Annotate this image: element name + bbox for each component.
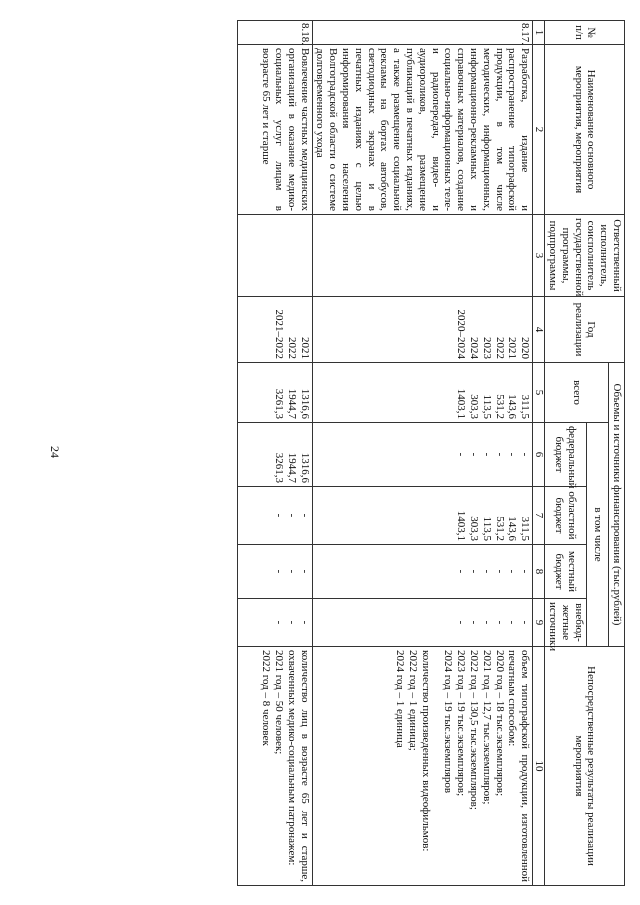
results-cell bbox=[312, 647, 533, 886]
header-number: № п/п bbox=[545, 21, 625, 45]
page-number: 24 bbox=[48, 446, 62, 458]
header-total: всего bbox=[545, 363, 609, 423]
column-index: 6 bbox=[533, 423, 545, 487]
federal-value: - bbox=[493, 452, 506, 457]
column-index: 5 bbox=[533, 363, 545, 423]
federal-value: - bbox=[455, 452, 468, 457]
local-value: - bbox=[273, 569, 286, 574]
extrabudgetary-value: - bbox=[455, 620, 468, 625]
header-regional-budget: областной бюджет bbox=[545, 487, 586, 545]
row-number: 8.17. bbox=[312, 21, 533, 45]
year-value: 2022 bbox=[493, 337, 506, 359]
year-value: 2023 bbox=[480, 337, 493, 359]
column-index: 4 bbox=[533, 297, 545, 363]
header-results: Непосредственные результаты реализации мероприятия bbox=[545, 647, 625, 886]
federal-value: - bbox=[519, 452, 532, 457]
total-value: 1403,1 bbox=[455, 388, 468, 419]
total-value: 303,3 bbox=[468, 394, 481, 419]
local-value: - bbox=[480, 569, 493, 574]
total-cell bbox=[312, 363, 533, 423]
result-line: 2020 год – 18 тыс.экземпляров; bbox=[493, 650, 506, 797]
total-value: 1316,6 bbox=[298, 388, 311, 419]
local-cell bbox=[238, 545, 312, 599]
responsible-executor bbox=[312, 215, 533, 297]
year-value: 2024 bbox=[468, 337, 481, 359]
column-index: 3 bbox=[533, 215, 545, 297]
federal-value: 1944,7 bbox=[285, 452, 298, 483]
result-line: 2021 год – 12,7 тыс.экземпляров; bbox=[480, 650, 493, 805]
extrabudgetary-cell bbox=[238, 599, 312, 647]
results-cell bbox=[238, 647, 312, 886]
year-value: 2020 bbox=[519, 337, 532, 359]
result-line: объем типографской продукции, изготовленной печатным способом: bbox=[506, 650, 532, 883]
regional-value: 531,2 bbox=[493, 516, 506, 541]
extrabudgetary-value: - bbox=[493, 620, 506, 625]
column-index: 2 bbox=[533, 45, 545, 215]
regional-value: 143,6 bbox=[506, 516, 519, 541]
table-row bbox=[238, 21, 312, 886]
table-row bbox=[312, 21, 533, 886]
regional-value: - bbox=[273, 513, 286, 518]
total-value: 1944,7 bbox=[285, 388, 298, 419]
extrabudgetary-value: - bbox=[480, 620, 493, 625]
regional-value: - bbox=[298, 513, 311, 518]
header-including: в том числе bbox=[586, 423, 609, 647]
total-value: 143,6 bbox=[506, 394, 519, 419]
extrabudgetary-value: - bbox=[285, 620, 298, 625]
result-line: 2022 год – 8 человек bbox=[260, 650, 273, 746]
program-activities-table bbox=[237, 20, 625, 886]
column-index: 1 bbox=[533, 21, 545, 45]
row-number: 8.18. bbox=[238, 21, 312, 45]
total-value: 3261,3 bbox=[273, 388, 286, 419]
activity-name: Вовлечение частных медицинских организаций в оказание медико-социальных услуг лицам в возрасте 65 лет и старше bbox=[238, 45, 312, 215]
regional-cell bbox=[312, 487, 533, 545]
result-line: 2023 год – 19 тыс.экземпляров; bbox=[455, 650, 468, 797]
extrabudgetary-cell bbox=[312, 599, 533, 647]
extrabudgetary-value: - bbox=[468, 620, 481, 625]
years-cell bbox=[312, 297, 533, 363]
extrabudgetary-value: - bbox=[506, 620, 519, 625]
column-index: 10 bbox=[533, 647, 545, 886]
total-value: 113,5 bbox=[480, 394, 493, 419]
regional-value: 311,5 bbox=[519, 516, 532, 541]
header-local-budget: местный бюджет bbox=[545, 545, 586, 599]
year-value: 2021–2022 bbox=[273, 309, 286, 359]
rotated-table-wrapper bbox=[85, 20, 625, 885]
regional-value: 113,5 bbox=[480, 516, 493, 541]
total-cell bbox=[238, 363, 312, 423]
result-line: 2022 год – 130,5 тыс.экземпляров; bbox=[468, 650, 481, 810]
regional-value: 1403,1 bbox=[455, 510, 468, 541]
federal-value: - bbox=[468, 452, 481, 457]
regional-value: 303,3 bbox=[468, 516, 481, 541]
column-index: 9 bbox=[533, 599, 545, 647]
result-line: количество произведенных видеофильмов: bbox=[419, 650, 432, 852]
result-line: количество лиц в возрасте 65 лет и старше, охваченных медико-социальным патронажем: bbox=[285, 650, 311, 883]
column-index: 7 bbox=[533, 487, 545, 545]
local-value: - bbox=[468, 569, 481, 574]
year-value: 2020–2024 bbox=[455, 309, 468, 359]
federal-value: 1316,6 bbox=[298, 452, 311, 483]
result-line: 2022 год – 1 единица; bbox=[406, 650, 419, 751]
local-value: - bbox=[455, 569, 468, 574]
year-value: 2021 bbox=[506, 337, 519, 359]
regional-value: - bbox=[285, 513, 298, 518]
local-value: - bbox=[285, 569, 298, 574]
extrabudgetary-value: - bbox=[519, 620, 532, 625]
local-value: - bbox=[506, 569, 519, 574]
header-activity-name: Наименование основного мероприятия, мероприятия bbox=[545, 45, 625, 215]
federal-cell bbox=[238, 423, 312, 487]
header-federal-budget: федеральный бюджет bbox=[545, 423, 586, 487]
federal-cell bbox=[312, 423, 533, 487]
header-responsible: Ответственный исполнитель, соисполнитель государственной программы, подпрограммы bbox=[545, 215, 625, 297]
result-line: 2024 год – 1 единица bbox=[394, 650, 407, 748]
extrabudgetary-value: - bbox=[273, 620, 286, 625]
total-value: 311,5 bbox=[519, 394, 532, 419]
local-value: - bbox=[298, 569, 311, 574]
header-extrabudgetary: внебюд- жетные источники bbox=[545, 599, 586, 647]
responsible-executor bbox=[238, 215, 312, 297]
local-value: - bbox=[519, 569, 532, 574]
federal-value: 3261,3 bbox=[273, 452, 286, 483]
local-value: - bbox=[493, 569, 506, 574]
result-line: 2024 год – 19 тыс.экземпляров bbox=[442, 650, 455, 794]
regional-cell bbox=[238, 487, 312, 545]
header-financing: Объемы и источники финансирования (тыс.рублей) bbox=[609, 363, 625, 647]
header-year: Год реализации bbox=[545, 297, 625, 363]
extrabudgetary-value: - bbox=[298, 620, 311, 625]
year-value: 2022 bbox=[285, 337, 298, 359]
total-value: 531,2 bbox=[493, 394, 506, 419]
federal-value: - bbox=[480, 452, 493, 457]
local-cell bbox=[312, 545, 533, 599]
year-value: 2021 bbox=[298, 337, 311, 359]
result-line: 2021 год – 50 человек; bbox=[273, 650, 286, 755]
federal-value: - bbox=[506, 452, 519, 457]
column-index: 8 bbox=[533, 545, 545, 599]
years-cell bbox=[238, 297, 312, 363]
activity-name: Разработка, издание и распространение типографской продукции, в том числе методических, информационных, информационно-рекламных и справочных материалов, создание социально-информационных теле- и радиопередач, видео- и аудиороликов, размещение публикаций в печатных изданиях, а также размещение социальной рекламы на бортах автобусов, светодиодных экранах и в печатных изданиях с целью информирования населения Волгоградской области о системе долговременного ухода bbox=[312, 45, 533, 215]
